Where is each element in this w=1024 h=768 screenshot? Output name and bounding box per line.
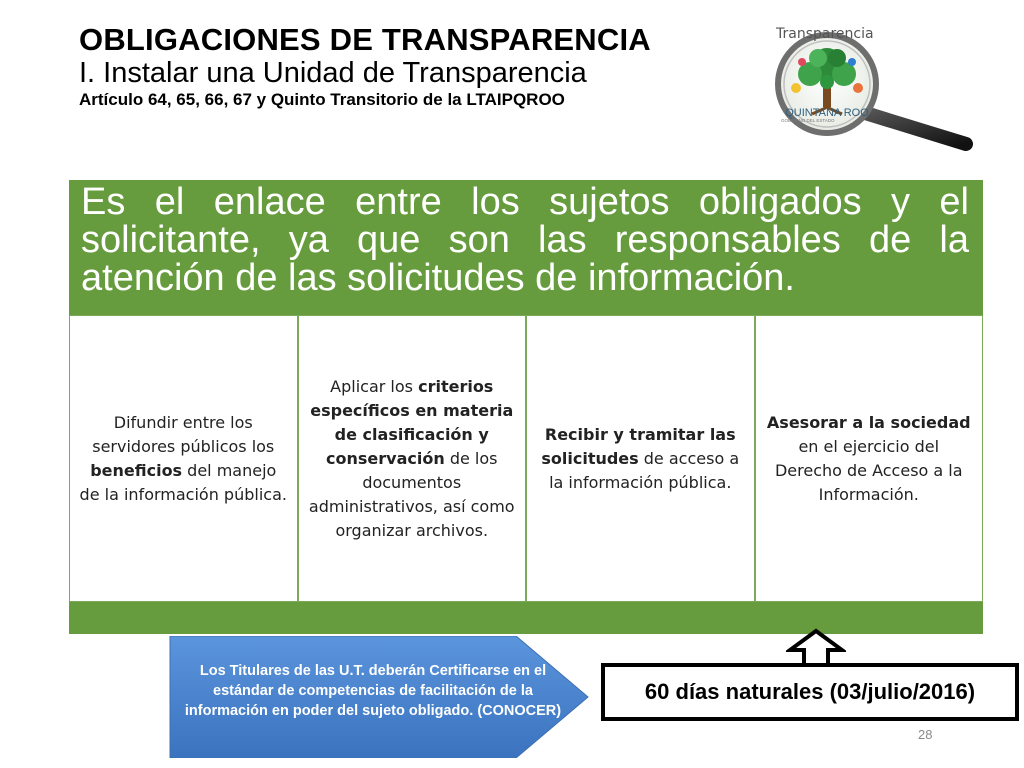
function-column-2 [298,315,527,602]
function-column-4 [755,315,984,602]
functions-row [69,315,983,602]
function-text-run: Recibir y tramitar las solicitudes [541,424,736,468]
logo-bottom-text: QUINTANA ROO [785,107,869,119]
svg-text:GOBIERNO DEL ESTADO: GOBIERNO DEL ESTADO [781,118,835,123]
magnifying-glass-tree-icon [752,22,982,156]
transparencia-logo [752,22,982,156]
function-text-run: de acceso a la información pública. [549,448,740,492]
deadline-text: 60 días naturales (03/julio/2016) [644,679,976,704]
title-block [79,22,739,110]
function-text-run: Difundir entre los servidores públicos los [92,412,275,456]
page-number: 28 [918,727,933,742]
function-text-2 [307,375,518,543]
function-text-run: Aplicar los [330,376,419,396]
deadline-box [601,663,1019,721]
function-column-3 [526,315,755,602]
articles-part2: de la LTAIPQROO [422,90,565,109]
function-text-1 [78,411,289,507]
function-text-run: Asesorar a la sociedad [766,412,971,432]
main-statement: Es el enlace entre los sujetos obligados y el solicitante, ya que son las responsables de la atención de las solicitudes de información. [81,181,969,299]
articles-part1: Artículo 64, 65, 66, 67 y Quinto Transitorio [79,90,419,109]
slide-title: OBLIGACIONES DE TRANSPARENCIA [79,22,651,57]
logo-top-text: Transparencia [776,26,874,42]
function-text-run: de los documentos administrativos, así como organizar archivos. [308,448,515,540]
function-column-1 [69,315,298,602]
function-text-3 [535,423,746,495]
slide-subtitle: I. Instalar una Unidad de Transparencia [79,57,587,89]
function-text-run: en el ejercicio del Derecho de Acceso a la Información. [774,436,963,504]
function-text-4 [764,411,975,507]
up-arrow-icon [786,628,846,668]
function-text-run: beneficios [90,460,183,480]
articles-reference [79,89,739,110]
function-text-run: criterios específicos en materia de clasificación y conservación [310,376,514,468]
certification-note-text: Los Titulares de las U.T. deberán Certificarse en el estándar de competencias de facilitación de la información en poder del sujeto obligado. (CONOCER) [184,663,562,719]
function-text-run: del manejo de la información pública. [79,460,287,504]
